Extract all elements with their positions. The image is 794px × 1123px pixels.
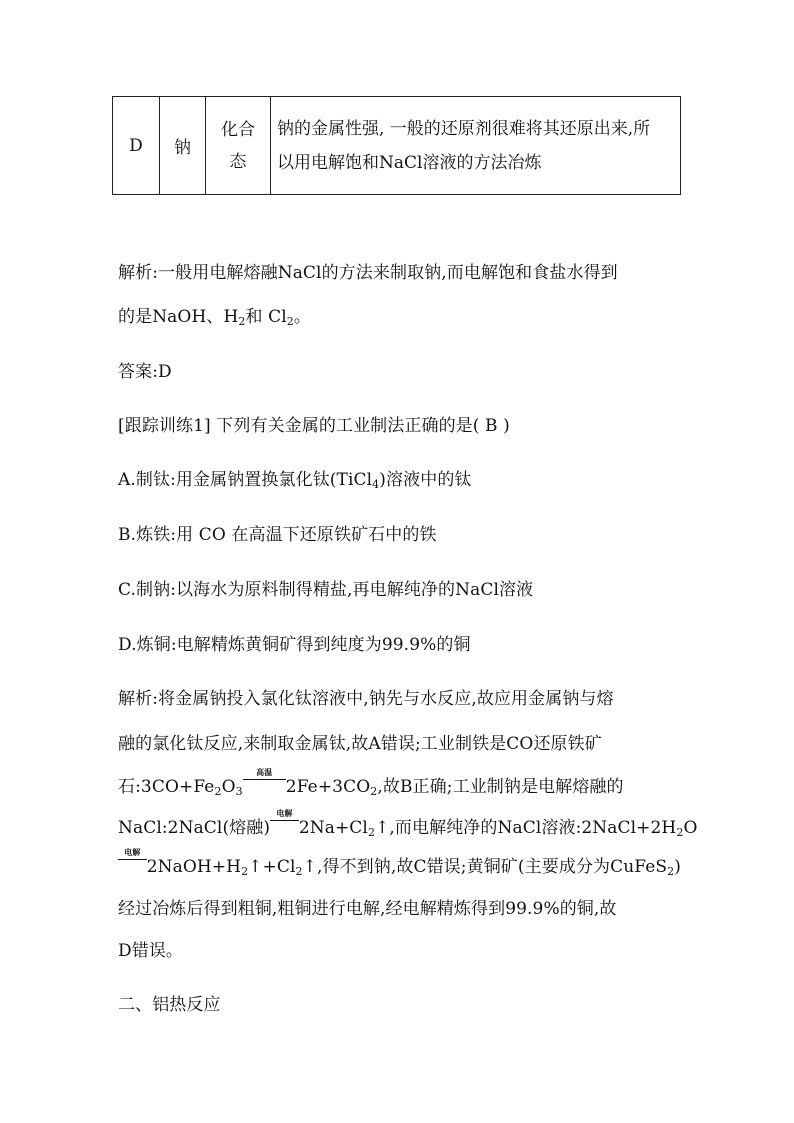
analysis2-line4: NaCl:2NaCl(熔融) 电解 $2Na+Cl_2↑$,而电解纯净的NaCl溶液$:2NaCl+2H_2O$ — [118, 808, 698, 839]
answer: 答案:D — [118, 362, 172, 382]
option-b: B.炼铁:用 CO 在高温下还原铁矿石中的铁 — [118, 525, 437, 545]
analysis2-line5: 电解 $2NaOH+H_2↑+Cl_2↑$,得不到钠,故C错误;黄铜矿(主要成分为CuFeS$_2$) — [118, 852, 681, 878]
analysis1-line1: 解析:一般用电解熔融NaCl的方法来制取钠,而电解饱和食盐水得到 — [118, 263, 618, 283]
state-line-1: 化合 — [221, 119, 255, 140]
electrolysis-condition: 电解 — [270, 818, 299, 838]
state-line-2: 态 — [229, 151, 247, 172]
option-letter-cell: D — [113, 97, 160, 195]
analysis2-line2: 融的氯化钛反应,来制取金属钛,故A错误;工业制铁是CO还原铁矿 — [118, 734, 602, 754]
table-row — [113, 97, 681, 195]
option-d: D.炼铜:电解精炼黄铜矿得到纯度为99.9%的铜 — [118, 635, 471, 655]
electrolysis-condition: 电解 — [118, 857, 147, 877]
description-cell — [271, 97, 681, 195]
analysis2-line6: 经过冶炼后得到粗铜,粗铜进行电解,经电解精炼得到99.9%的铜,故 — [118, 899, 617, 919]
option-c: C.制钠:以海水为原料制得精盐,再电解纯净的NaCl溶液 — [118, 580, 534, 600]
analysis2-line3: 石$:3CO+Fe_2O_3$ 高温 $2Fe+3CO_2$,故B正确;工业制钠是电解熔融的 — [118, 767, 624, 798]
option-a: A.制钛:用金属钠置换氯化钛(TiCl$_4$)溶液中的钛 — [118, 470, 472, 491]
analysis2-line7: D错误。 — [118, 941, 184, 961]
metal-cell: 钠 — [160, 97, 206, 195]
analysis2-line1: 解析:将金属钠投入氯化钛溶液中,钠先与水反应,故应用金属钠与熔 — [118, 689, 614, 709]
analysis1-line2: 的是NaOH、$H_2$和 $Cl_2$。 — [118, 307, 311, 328]
section-heading: 二、铝热反应 — [118, 995, 221, 1015]
state-cell — [206, 97, 271, 195]
description-line-1: 钠的金属性强, 一般的还原剂很难将其还原出来,所 — [277, 118, 651, 139]
description-line-2: 以用电解饱和NaCl溶液的方法冶炼 — [277, 152, 542, 173]
exercise-title: [跟踪训练1] 下列有关金属的工业制法正确的是( B ) — [118, 416, 510, 436]
option-table — [112, 96, 681, 195]
high-temp-condition: 高温 — [243, 777, 286, 797]
